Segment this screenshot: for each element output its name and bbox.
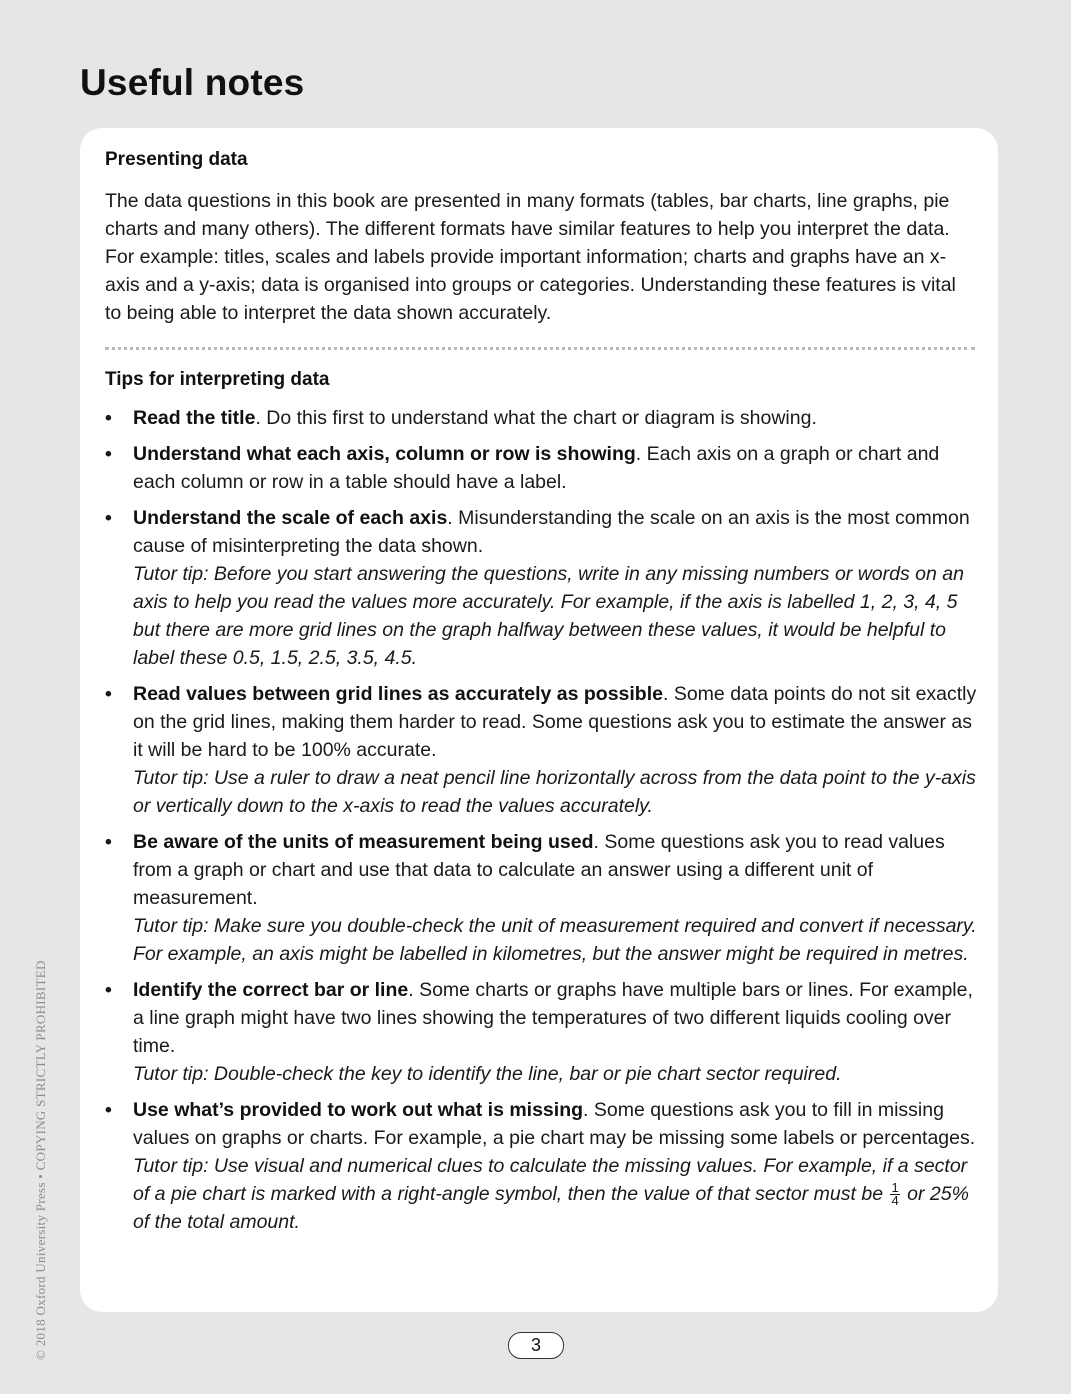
tip-item (105, 976, 977, 1088)
notes-card (80, 128, 998, 1312)
fraction-numerator: 1 (891, 1180, 899, 1196)
bullet-icon: • (105, 979, 112, 1001)
tutor-tip: Tutor tip: Double-check the key to identify the line, bar or pie chart sector required. (133, 1063, 842, 1085)
bullet-icon: • (105, 507, 112, 529)
tip-title: Understand the scale of each axis (133, 507, 448, 529)
tip-item (105, 440, 977, 496)
tutor-tip-text: Tutor tip: Use visual and numerical clues to calculate the missing values. For example, if a sector of a pie chart is marked with a right-angle symbol, then the value of that sector must be (133, 1155, 968, 1205)
copyright-notice: © 2018 Oxford University Press • COPYING STRICTLY PROHIBITED (33, 960, 48, 1360)
presenting-data-text: The data questions in this book are presented in many formats (tables, bar charts, line graphs, pie charts and many others). The different formats have similar features to help you interpret the data. For example: titles, scales and labels provide important information; charts and graphs have an x-axis and a y-axis; data is organised into groups or categories. Understanding these features is vital to being able to interpret the data shown accurately. (105, 190, 956, 324)
bullet-icon: • (105, 407, 112, 429)
tip-item (105, 828, 977, 968)
tips-heading: Tips for interpreting data (105, 369, 330, 390)
tip-text: . Some questions ask you to fill in missing values on graphs or charts. For example, a pie chart may be missing some labels or percentages. (133, 1099, 976, 1149)
tip-title: Use what’s provided to work out what is missing (133, 1099, 584, 1121)
tip-text: . Some data points do not sit exactly on the grid lines, making them harder to read. Some questions ask you to estimate the answer as it will be hard to be 100% accurate. (133, 683, 977, 761)
tip-item (105, 1096, 977, 1236)
tutor-tip (133, 1152, 977, 1236)
tip-text: . Each axis on a graph or chart and each column or row in a table should have a label. (133, 443, 940, 493)
tutor-tip: Tutor tip: Make sure you double-check the unit of measurement required and convert if necessary. For example, an axis might be labelled in kilometres, but the answer might be required in metres. (133, 915, 977, 965)
notes-content (105, 148, 977, 1244)
page-title: Useful notes (80, 62, 305, 103)
presenting-data-heading: Presenting data (105, 149, 248, 170)
bullet-icon: • (105, 1099, 112, 1121)
fraction-one-quarter (890, 1182, 899, 1207)
tip-title: Identify the correct bar or line (133, 979, 409, 1001)
tutor-tip: Tutor tip: Before you start answering the questions, write in any missing numbers or words on an axis to help you read the values more accurately. For example, if the axis is labelled 1, 2, 3, 4, 5 but there are more grid lines on the graph halfway between these values, it would be helpful to label these 0.5, 1.5, 2.5, 3.5, 4.5. (133, 563, 964, 669)
tip-title: Understand what each axis, column or row is showing (133, 443, 636, 465)
bullet-icon: • (105, 831, 112, 853)
tutor-tip: Tutor tip: Use a ruler to draw a neat pencil line horizontally across from the data point to the y-axis or vertically down to the x-axis to read the values accurately. (133, 767, 976, 817)
tip-text: . Some charts or graphs have multiple bars or lines. For example, a line graph might have two lines showing the temperatures of two different liquids cooling over time. (133, 979, 973, 1057)
tutor-tip-text-end: or 25% of the total amount. (133, 1183, 969, 1233)
tip-item (105, 680, 977, 820)
fraction-denominator: 4 (891, 1193, 899, 1209)
tip-text: . Misunderstanding the scale on an axis is the most common cause of misinterpreting the data shown. (133, 507, 970, 557)
tip-item (105, 504, 977, 672)
tip-title: Read values between grid lines as accurately as possible (133, 683, 663, 705)
tip-item (105, 404, 977, 432)
page-number: 3 (508, 1332, 564, 1359)
tip-text: . Do this first to understand what the chart or diagram is showing. (255, 407, 817, 429)
tips-list (105, 404, 977, 1236)
dotted-divider (105, 347, 975, 350)
tip-title: Read the title (133, 407, 256, 429)
bullet-icon: • (105, 443, 112, 465)
tip-text: . Some questions ask you to read values from a graph or chart and use that data to calculate an answer using a different unit of measurement. (133, 831, 945, 909)
tip-title: Be aware of the units of measurement being used (133, 831, 594, 853)
bullet-icon: • (105, 683, 112, 705)
